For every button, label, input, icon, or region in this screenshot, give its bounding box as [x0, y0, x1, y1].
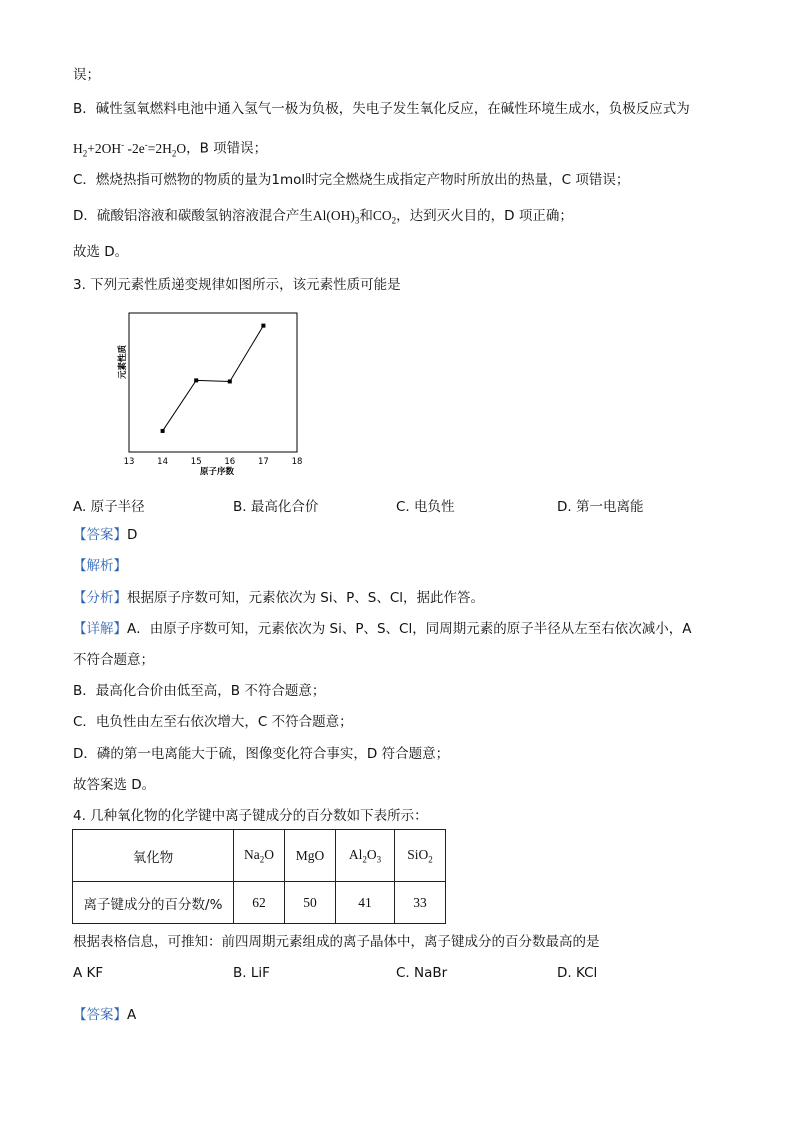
explain-c: C．电负性由左至右依次增大，C 不符合题意； — [73, 714, 353, 730]
q3-option-c: C. 电负性 — [396, 499, 455, 515]
table-header-row — [73, 830, 446, 882]
header-na2o: $Na_2O$ — [234, 830, 285, 882]
q3-option-b: B. 最高化合价 — [233, 499, 319, 515]
question-4: 4. 几种氧化物的化学键中离子键成分的百分数如下表所示： — [73, 808, 428, 824]
analysis-heading: 【解析】 — [73, 558, 127, 574]
x-tick-label: 14 — [157, 457, 169, 467]
row-label-cell: 离子键成分的百分数/% — [73, 882, 234, 924]
series-line — [163, 326, 264, 431]
x-tick-label: 17 — [257, 457, 269, 467]
chart-frame — [129, 313, 297, 452]
header-label-cell: 氧化物 — [73, 830, 234, 882]
q4-option-b: B. LiF — [233, 965, 270, 981]
equation-line — [73, 135, 267, 162]
header-sio2: SiO$_2$ — [395, 830, 446, 882]
value-cell: 41 — [336, 882, 395, 924]
text-line-d: D．硫酸铝溶液和碳酸氢钠溶液混合产生$Al(OH)_3$和$CO_2$，达到灭火目的，D 项正确； — [73, 208, 573, 226]
explain-b: B．最高化合价由低至高，B 不符合题意； — [73, 683, 326, 699]
text-line-b: B．碱性氢氧燃料电池中通入氢气一极为负极，失电子发生氧化反应，在碱性环境生成水，负极反应式为 — [73, 101, 690, 117]
value-cell: 50 — [285, 882, 336, 924]
text-line-conclusion: 故选 D。 — [73, 244, 129, 260]
table-value-row — [73, 882, 446, 924]
question-3: 3. 下列元素性质递变规律如图所示，该元素性质可能是 — [73, 277, 401, 293]
x-tick-label: 15 — [190, 457, 202, 467]
equation-tail: ，B 项错误； — [186, 140, 268, 157]
header-al2o3: $Al_2O_3$ — [336, 830, 395, 882]
conclusion-3: 故答案选 D。 — [73, 777, 156, 793]
value-cell: 62 — [234, 882, 285, 924]
formula-co2: $CO_2$ — [372, 208, 397, 226]
q4-option-d: D. KCl — [557, 965, 598, 981]
q4-option-a: A KF — [73, 965, 104, 981]
data-point — [161, 429, 165, 433]
x-tick-label: 13 — [123, 457, 135, 467]
formula-aloh3: $Al(OH)_3$ — [312, 208, 360, 226]
q3-option-a: A. 原子半径 — [73, 499, 145, 515]
formula-h2: $H_2+2OH^-$ $-2e^-=2H_2O$ — [73, 139, 187, 159]
answer-3: 【答案】D — [73, 527, 138, 543]
element-property-chart — [112, 308, 312, 478]
explain-d: D．磷的第一电离能大于硫，图像变化符合事实，D 符合题意； — [73, 746, 450, 762]
x-axis-label: 原子序数 — [199, 467, 235, 477]
answer-4: 【答案】A — [73, 1007, 137, 1023]
text-line-c: C．燃烧热指可燃物的物质的量为1mol时完全燃烧生成指定产物时所放出的热量，C 项错误； — [73, 172, 630, 188]
data-point — [194, 378, 198, 382]
q4-option-c: C. NaBr — [396, 965, 448, 981]
fenxi-line: 【分析】根据原子序数可知，元素依次为 Si、P、S、Cl，据此作答。 — [73, 590, 484, 606]
text-line-1: 误； — [73, 67, 100, 83]
header-mgo: MgO — [285, 830, 336, 882]
x-tick-label: 16 — [224, 457, 236, 467]
oxide-table — [72, 829, 446, 924]
data-point — [261, 324, 265, 328]
xiangjie-line: 【详解】A．由原子序数可知，元素依次为 Si、P、S、Cl，同周期元素的原子半径从左至右依次减小，A — [73, 621, 692, 637]
q3-option-d: D. 第一电离能 — [557, 499, 644, 515]
value-cell: 33 — [395, 882, 446, 924]
y-axis-label: 元素性质 — [118, 344, 128, 380]
q4-prompt: 根据表格信息，可推知：前四周期元素组成的离子晶体中，离子键成分的百分数最高的是 — [73, 934, 600, 950]
data-point — [228, 379, 232, 383]
x-tick-label: 18 — [291, 457, 303, 467]
xiangjie-cont: 不符合题意； — [73, 652, 154, 668]
